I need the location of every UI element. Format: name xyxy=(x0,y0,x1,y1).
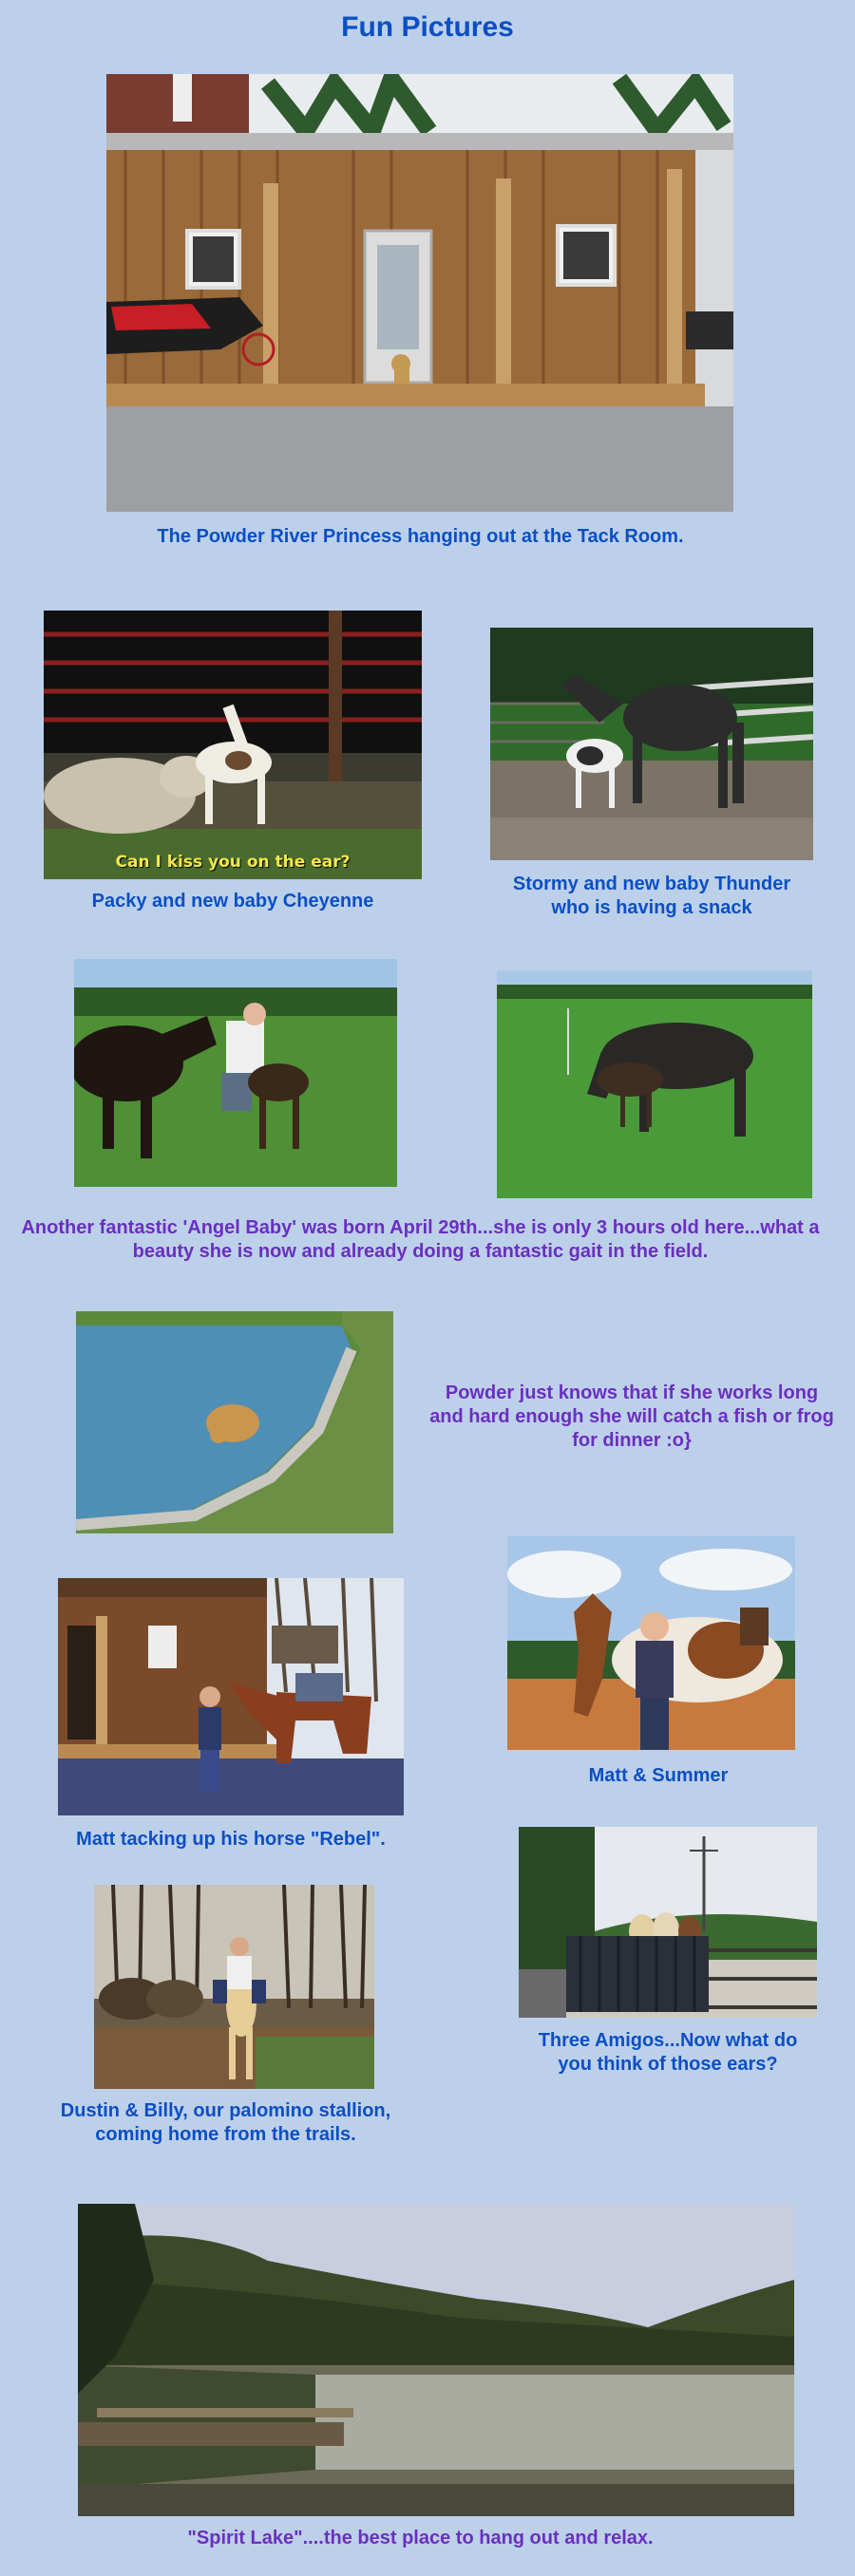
dustin-billy-caption xyxy=(38,2099,413,2147)
dustin-billy-caption-line1: Dustin & Billy, our palomino stallion, xyxy=(60,2100,391,2121)
angel-baby-photo-1 xyxy=(74,959,397,1187)
powder-pond-caption xyxy=(418,1382,846,1453)
packy-cheyenne-photo xyxy=(44,611,422,879)
packy-overlay-text: Can I kiss you on the ear? xyxy=(115,853,351,872)
powder-pond-caption-line2: and hard enough she will catch a fish or frog xyxy=(429,1406,834,1427)
stormy-caption xyxy=(490,873,813,920)
angel-baby-caption-line2: beauty she is now and already doing a fantastic gait in the field. xyxy=(132,1241,709,1262)
dustin-billy-photo xyxy=(94,1885,374,2089)
dustin-billy-caption-line2: coming home from the trails. xyxy=(95,2124,356,2145)
three-amigos-caption-line2: you think of those ears? xyxy=(558,2054,778,2075)
angel-baby-photo-2 xyxy=(497,970,812,1198)
powder-pond-photo xyxy=(76,1311,393,1533)
matt-summer-photo xyxy=(507,1536,795,1750)
matt-rebel-photo xyxy=(58,1578,404,1815)
matt-rebel-caption: Matt tacking up his horse "Rebel". xyxy=(76,1829,386,1850)
powder-pond-caption-line1: Powder just knows that if she works long xyxy=(445,1382,819,1403)
three-amigos-photo xyxy=(519,1827,817,2018)
stormy-caption-line2: who is having a snack xyxy=(551,897,752,918)
spirit-lake-photo xyxy=(78,2204,794,2516)
three-amigos-caption xyxy=(519,2029,817,2077)
page-title: Fun Pictures xyxy=(341,11,514,43)
powder-pond-caption-line3: for dinner :o} xyxy=(572,1430,692,1451)
tack-room-photo xyxy=(106,74,733,512)
spirit-lake-caption: "Spirit Lake"....the best place to hang out and relax. xyxy=(187,2528,654,2548)
three-amigos-caption-line1: Three Amigos...Now what do xyxy=(538,2030,798,2051)
tack-room-caption: The Powder River Princess hanging out at the Tack Room. xyxy=(157,526,684,547)
packy-caption: Packy and new baby Cheyenne xyxy=(91,891,374,912)
angel-baby-caption xyxy=(0,1216,841,1264)
stormy-thunder-photo xyxy=(490,628,813,860)
stormy-caption-line1: Stormy and new baby Thunder xyxy=(512,874,791,894)
angel-baby-caption-line1: Another fantastic 'Angel Baby' was born April 29th...she is only 3 hours old here...what a xyxy=(21,1217,820,1238)
matt-summer-caption: Matt & Summer xyxy=(588,1765,729,1786)
